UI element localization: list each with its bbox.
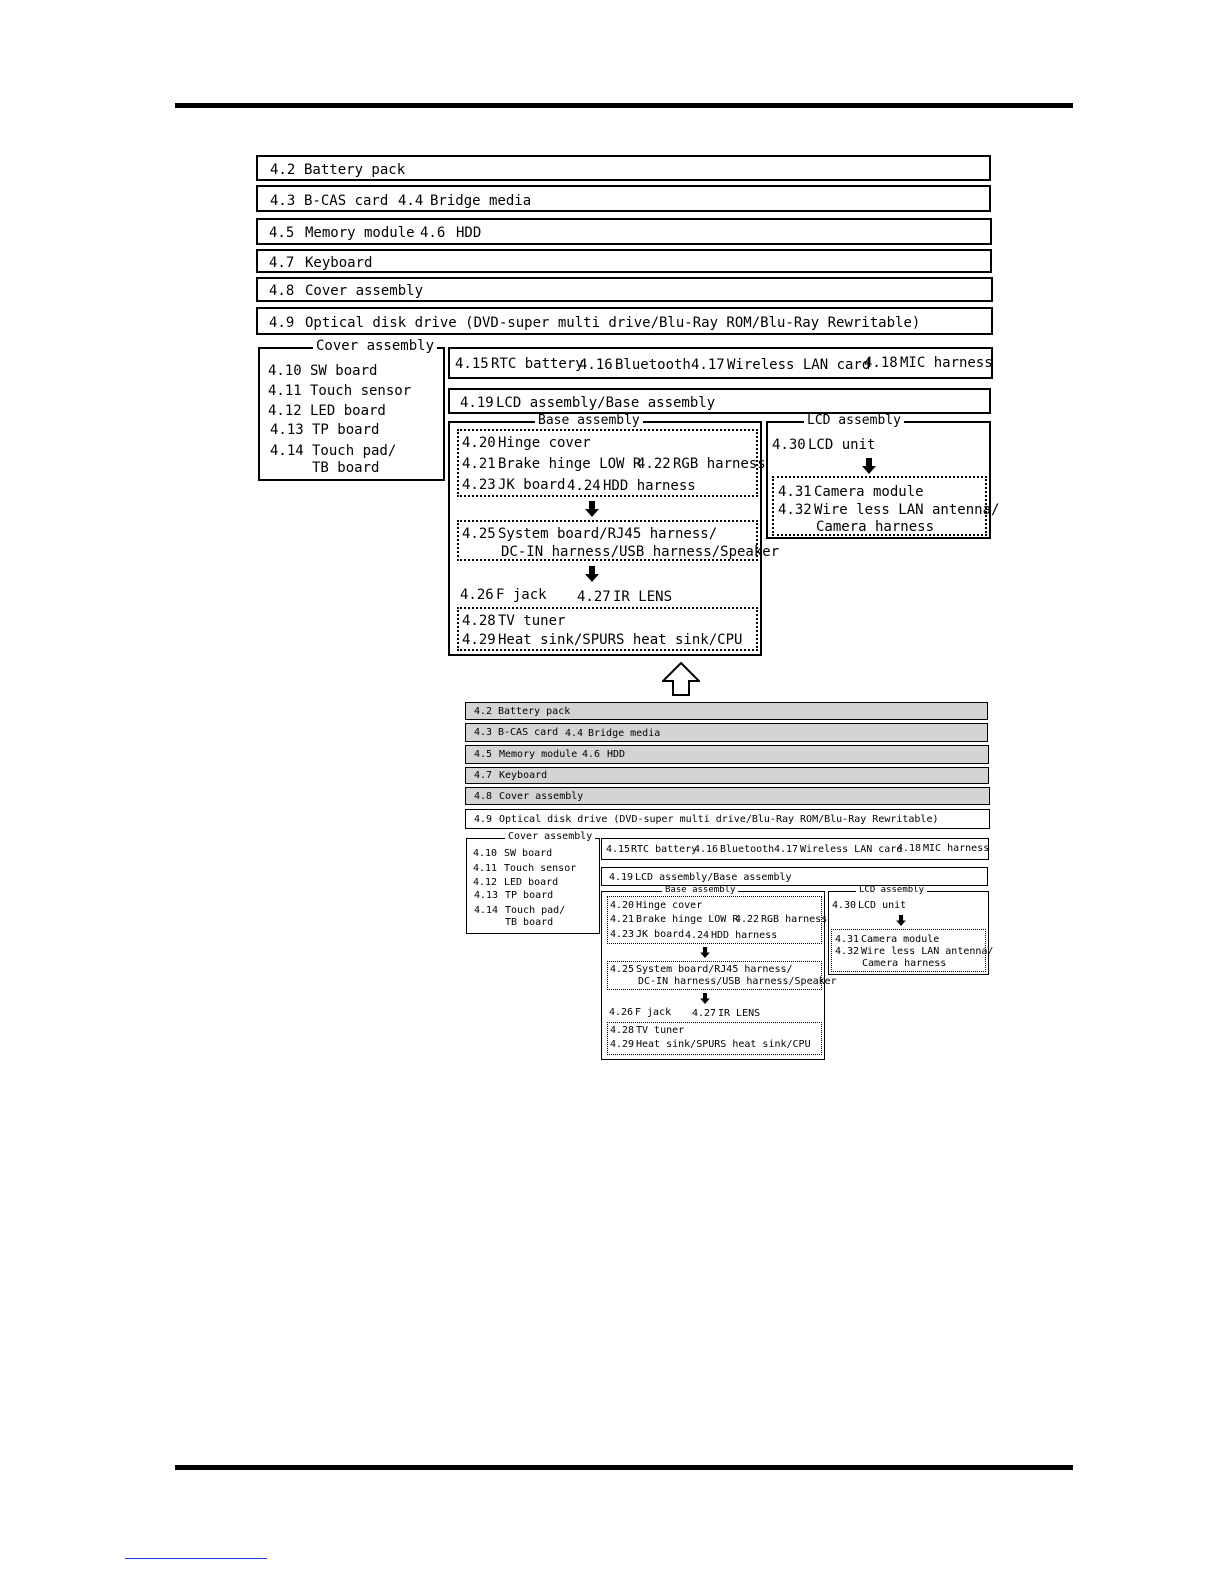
step-cover-assembly [465, 787, 990, 805]
item-number: 4.25 [610, 964, 635, 975]
item-number: 4.14 [474, 905, 499, 916]
step-label: Cover assembly [305, 283, 424, 299]
step-number: 4.16 [694, 844, 719, 855]
step-label: Optical disk drive (DVD-super multi drive/Blu-Ray ROM/Blu-Ray Rewritable) [305, 315, 921, 331]
step-keyboard [465, 767, 989, 784]
item-number: 4.10 [473, 848, 498, 859]
step-label: MIC harness [923, 843, 990, 854]
step-label: Optical disk drive (DVD-super multi drive/Blu-Ray ROM/Blu-Ray Rewritable) [499, 814, 939, 825]
item-label: JK board [636, 929, 685, 940]
base-group-system-board [457, 520, 780, 561]
item-label: Touch pad/ [312, 443, 397, 459]
item-label: RGB harness [761, 914, 828, 925]
step-number: 4.17 [691, 357, 725, 373]
up-arrow-icon [662, 662, 700, 696]
base-assembly-title: Base assembly [535, 414, 643, 427]
item-label: Touch sensor [504, 863, 577, 874]
step-optical-disk-drive [465, 809, 990, 829]
base-assembly-group [601, 891, 837, 1060]
item-number: 4.11 [473, 863, 498, 874]
step-lcd-base-assembly [448, 388, 991, 414]
item-number: 4.22 [637, 456, 671, 472]
item-number: 4.31 [778, 484, 812, 500]
item-number: 4.13 [474, 890, 499, 901]
lcd-group-camera-antenna [831, 929, 994, 972]
step-label: LCD assembly/Base assembly [635, 872, 792, 883]
lcd-assembly-group [766, 421, 1000, 539]
item-label: Touch pad/ [505, 905, 566, 916]
step-bcas-bridge [465, 723, 988, 742]
item-number: 4.24 [685, 930, 710, 941]
step-number: 4.18 [897, 843, 922, 854]
step-memory-hdd [256, 218, 992, 245]
step-number: 4.6 [420, 225, 446, 241]
down-arrow-icon [700, 947, 710, 958]
item-label: Camera module [814, 484, 924, 500]
item-number: 4.12 [473, 877, 498, 888]
step-memory-hdd [465, 745, 989, 764]
step-rtc-bluetooth-wlan-mic [448, 347, 993, 379]
item-number: 4.20 [610, 900, 635, 911]
down-arrow-icon [862, 458, 876, 474]
item-number: 4.28 [462, 613, 496, 629]
base-assembly-title: Base assembly [662, 886, 738, 895]
step-label: LCD assembly/Base assembly [496, 395, 716, 411]
step-label: Bluetooth [720, 844, 775, 855]
base-group-tv-heatsink [457, 607, 758, 651]
item-label: IR LENS [718, 1008, 761, 1019]
item-label: DC-IN harness/USB harness/Speaker [501, 544, 780, 560]
item-number: 4.25 [462, 526, 496, 542]
step-number: 4.16 [579, 357, 613, 373]
item-number: 4.21 [462, 456, 496, 472]
cover-assembly-title: Cover assembly [505, 832, 595, 842]
item-number: 4.21 [610, 914, 635, 925]
item-number: 4.30 [832, 900, 857, 911]
step-label: B-CAS card [498, 727, 559, 738]
item-label: SW board [504, 848, 553, 859]
step-label: Keyboard [499, 770, 548, 781]
step-number: 4.4 [565, 728, 584, 739]
item-number: 4.13 [270, 422, 304, 438]
item-label: TB board [312, 460, 380, 476]
item-number: 4.22 [735, 914, 760, 925]
step-label: Keyboard [305, 255, 373, 271]
step-bcas-bridge [256, 185, 991, 212]
item-number: 4.32 [835, 946, 860, 957]
item-number: 4.29 [462, 632, 496, 648]
step-number: 4.19 [460, 395, 494, 411]
step-number: 4.5 [474, 749, 493, 760]
step-lcd-base-assembly [601, 867, 988, 886]
item-label: Camera harness [816, 519, 935, 535]
item-number: 4.10 [268, 363, 302, 379]
item-label: Wire less LAN antenna/ [814, 502, 1000, 518]
base-group-hinge-jk [607, 896, 828, 944]
step-number: 4.3 [270, 193, 296, 209]
step-battery-pack [256, 155, 991, 181]
item-label: Brake hinge LOW R [636, 914, 739, 925]
step-label: Wireless LAN card [800, 844, 903, 855]
step-number: 4.15 [455, 356, 489, 372]
cover-assembly-group [258, 347, 445, 481]
item-label: HDD harness [603, 478, 696, 494]
step-keyboard [256, 249, 992, 273]
item-label: Touch sensor [310, 383, 412, 399]
step-label: Bridge media [588, 728, 661, 739]
lcd-assembly-title: LCD assembly [804, 414, 904, 427]
item-number: 4.24 [567, 478, 601, 494]
item-label: F jack [496, 587, 547, 603]
item-label: SW board [310, 363, 378, 379]
item-number: 4.27 [692, 1008, 717, 1019]
step-number: 4.2 [270, 162, 296, 178]
item-number: 4.23 [610, 929, 635, 940]
step-number: 4.8 [269, 283, 295, 299]
step-label: RTC battery [491, 356, 584, 372]
step-label: Battery pack [304, 162, 406, 178]
step-number: 4.15 [606, 844, 631, 855]
step-label: B-CAS card [304, 193, 389, 209]
step-cover-assembly [256, 277, 993, 302]
item-label: Camera module [861, 934, 940, 945]
step-label: Memory module [499, 749, 578, 760]
item-label: TP board [505, 890, 554, 901]
base-group-hinge-jk [457, 429, 766, 497]
item-label: F jack [635, 1007, 672, 1018]
item-label: System board/RJ45 harness/ [636, 964, 793, 975]
item-label: LCD unit [858, 900, 907, 911]
step-number: 4.8 [474, 791, 493, 802]
item-label: DC-IN harness/USB harness/Speaker [638, 976, 837, 987]
step-label: RTC battery [631, 844, 698, 855]
step-number: 4.5 [269, 225, 295, 241]
item-label: Hinge cover [498, 435, 591, 451]
step-label: Memory module [305, 225, 415, 241]
item-label: TP board [312, 422, 380, 438]
item-label: LCD unit [808, 437, 876, 453]
item-label: TB board [505, 917, 554, 928]
item-number: 4.20 [462, 435, 496, 451]
step-label: Wireless LAN card [727, 357, 871, 373]
step-number: 4.18 [864, 355, 898, 371]
base-assembly-group [448, 421, 780, 656]
step-label: HDD [607, 749, 626, 760]
step-number: 4.19 [609, 872, 634, 883]
item-label: TV tuner [636, 1025, 685, 1036]
item-label: IR LENS [613, 589, 673, 605]
top-rule [175, 103, 1073, 108]
item-number: 4.28 [610, 1025, 635, 1036]
down-arrow-icon [896, 915, 906, 926]
step-number: 4.6 [582, 749, 601, 760]
lcd-group-camera-antenna [772, 476, 1000, 536]
item-label: Wire less LAN antenna/ [861, 946, 994, 957]
item-number: 4.30 [772, 437, 806, 453]
item-label: System board/RJ45 harness/ [498, 526, 718, 542]
base-group-tv-heatsink [607, 1022, 822, 1055]
bottom-rule [175, 1465, 1073, 1470]
step-number: 4.2 [474, 706, 493, 717]
item-label: Brake hinge LOW R [498, 456, 642, 472]
cover-assembly-title: Cover assembly [313, 339, 437, 353]
step-number: 4.4 [398, 193, 424, 209]
item-label: RGB harness [673, 456, 766, 472]
item-number: 4.14 [270, 443, 304, 459]
item-number: 4.26 [609, 1007, 634, 1018]
item-label: TV tuner [498, 613, 566, 629]
step-number: 4.17 [774, 844, 799, 855]
step-label: Bridge media [430, 193, 532, 209]
item-label: LED board [310, 403, 386, 419]
step-number: 4.7 [474, 770, 493, 781]
down-arrow-icon [585, 566, 599, 582]
down-arrow-icon [585, 501, 599, 517]
base-group-system-board [607, 961, 837, 990]
item-number: 4.29 [610, 1039, 635, 1050]
footer-link-underline [125, 1558, 267, 1559]
item-label: Camera harness [862, 958, 947, 969]
lcd-assembly-title: LCD assembly [856, 886, 927, 895]
step-label: MIC harness [900, 355, 993, 371]
item-number: 4.32 [778, 502, 812, 518]
item-number: 4.31 [835, 934, 860, 945]
lcd-assembly-group [828, 891, 994, 975]
step-number: 4.7 [269, 255, 295, 271]
cover-assembly-group [466, 838, 600, 934]
item-number: 4.27 [577, 589, 611, 605]
item-number: 4.26 [460, 587, 494, 603]
item-label: JK board [498, 477, 566, 493]
step-battery-pack [465, 702, 988, 720]
step-optical-disk-drive [256, 307, 993, 335]
item-label: HDD harness [711, 930, 778, 941]
item-label: LED board [504, 877, 559, 888]
step-label: HDD [456, 225, 482, 241]
step-number: 4.3 [474, 727, 493, 738]
step-number: 4.9 [474, 814, 493, 825]
item-label: Hinge cover [636, 900, 703, 911]
step-rtc-bluetooth-wlan-mic [601, 838, 989, 860]
item-label: Heat sink/SPURS heat sink/CPU [636, 1039, 811, 1050]
step-number: 4.9 [269, 315, 295, 331]
step-label: Cover assembly [499, 791, 584, 802]
step-label: Bluetooth [615, 357, 691, 373]
item-number: 4.23 [462, 477, 496, 493]
item-label: Heat sink/SPURS heat sink/CPU [498, 632, 743, 648]
step-label: Battery pack [498, 706, 571, 717]
item-number: 4.11 [268, 383, 302, 399]
item-number: 4.12 [268, 403, 302, 419]
down-arrow-icon [700, 993, 710, 1004]
